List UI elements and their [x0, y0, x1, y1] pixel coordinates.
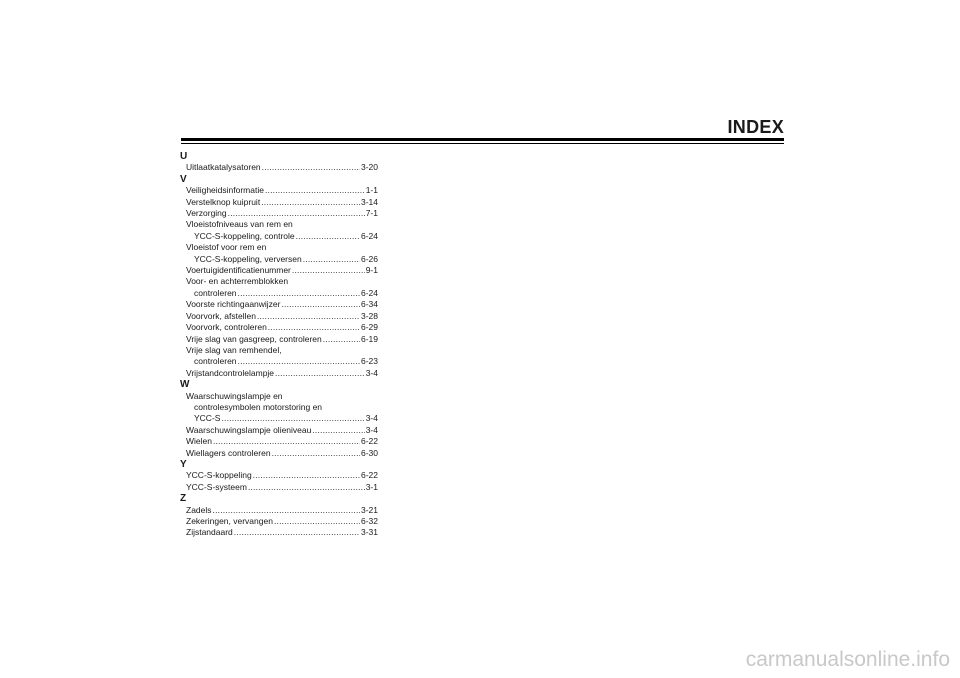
index-page-number: 7-1 [365, 208, 378, 219]
index-column [180, 151, 378, 539]
dot-leader [272, 448, 360, 459]
dot-leader [303, 254, 360, 265]
dot-leader [292, 265, 365, 276]
index-entry-line [186, 254, 378, 265]
index-entry-term: Vrije slag van gasgreep, controleren [186, 333, 322, 344]
dot-leader [262, 162, 360, 173]
index-entry-term: YCC-S-koppeling [186, 470, 252, 481]
index-page-number: 6-24 [360, 287, 378, 298]
index-entry-term: Wiellagers controleren [186, 447, 271, 458]
index-page-number: 3-21 [360, 504, 378, 515]
index-entry-line [186, 334, 378, 345]
index-entry [180, 185, 378, 196]
index-entry-term: YCC-S-koppeling, verversen [194, 253, 302, 264]
index-entry [180, 516, 378, 527]
index-entry [180, 334, 378, 345]
index-entry-term: Zadels [186, 504, 212, 515]
index-entry-text: Waarschuwingslampje en [186, 390, 283, 401]
index-entry-text: Vrije slag van remhendel, [186, 344, 282, 355]
index-entry-text: controlesymbolen motorstoring en [194, 401, 323, 412]
index-entry-line [186, 448, 378, 459]
dot-leader [261, 197, 360, 208]
index-entry-line [186, 425, 378, 436]
index-entry-line [186, 470, 378, 481]
index-entry [180, 219, 378, 242]
dot-leader [213, 505, 360, 516]
index-page-number: 6-32 [360, 516, 378, 526]
index-entry [180, 436, 378, 447]
dot-leader [296, 231, 360, 242]
dot-leader [228, 208, 365, 219]
index-entry-line [186, 208, 378, 219]
index-page-number: 6-24 [360, 230, 378, 241]
header-rule-thin [181, 143, 784, 144]
index-entry-term: Uitlaatkatalysatoren [186, 162, 261, 173]
dot-leader [282, 299, 360, 310]
index-entry-term: Zijstandaard [186, 527, 233, 538]
index-entry-line [186, 356, 378, 367]
index-entry-text: Vloeistofniveaus van rem en [186, 219, 293, 230]
index-page-number: 3-31 [360, 527, 378, 538]
index-page-number: 3-20 [360, 162, 378, 173]
index-entry-term: Waarschuwingslampje olieniveau [186, 424, 312, 435]
index-entry-term: controleren [194, 356, 237, 367]
index-entry-line [186, 322, 378, 333]
index-entry-term: Zekeringen, vervangen [186, 516, 273, 526]
index-entry-line [186, 265, 378, 276]
index-entry [180, 448, 378, 459]
index-entry [180, 242, 378, 265]
dot-leader [213, 436, 360, 447]
index-entry [180, 482, 378, 493]
index-entry-text: Vloeistof voor rem en [186, 242, 267, 253]
index-entry-term: Verzorging [186, 208, 227, 219]
dot-leader [323, 334, 360, 345]
index-entry-line [186, 311, 378, 322]
page-title: INDEX [727, 117, 784, 137]
header-rule [181, 138, 784, 141]
index-page-number: 3-14 [360, 196, 378, 207]
index-letter-heading: V [180, 173, 187, 185]
index-entry [180, 470, 378, 481]
dot-leader [274, 516, 360, 527]
index-page-number: 3-4 [365, 424, 378, 435]
index-entry [180, 311, 378, 322]
index-page-number: 6-26 [360, 253, 378, 264]
dot-leader [221, 413, 364, 424]
index-entry-term: Vrijstandcontrolelampje [186, 367, 275, 378]
index-entry [180, 265, 378, 276]
index-page-number: 3-1 [365, 481, 378, 492]
index-entry-term: YCC-S-systeem [186, 481, 247, 492]
index-entry-line [186, 482, 378, 493]
watermark: carmanualsonline.info [745, 648, 950, 671]
index-page-number: 6-34 [360, 299, 378, 310]
index-entry [180, 368, 378, 379]
dot-leader [238, 288, 360, 299]
index-entry [180, 322, 378, 333]
index-page-number: 6-30 [360, 447, 378, 458]
index-letter-heading: U [180, 151, 188, 162]
index-letter-heading: W [180, 379, 190, 391]
index-entry-line [186, 436, 378, 447]
index-entry-term: Voorvork, afstellen [186, 310, 256, 321]
index-entry-line [186, 516, 378, 527]
index-page-number: 3-4 [365, 413, 378, 424]
index-entry [180, 527, 378, 538]
dot-leader [265, 185, 365, 196]
index-page-number: 9-1 [365, 265, 378, 276]
index-page-number: 6-29 [360, 322, 378, 333]
index-entry-term: Veiligheidsinformatie [186, 185, 264, 196]
index-page-number: 1-1 [365, 185, 378, 196]
index-entry [180, 391, 378, 425]
index-entry-term: YCC-S [194, 413, 221, 424]
dot-leader [312, 425, 364, 436]
index-entry-line [186, 231, 378, 242]
index-entry-term: Voorste richtingaanwijzer [186, 299, 281, 310]
dot-leader [257, 311, 360, 322]
index-page-number: 6-19 [360, 333, 378, 344]
index-entry-line [186, 505, 378, 516]
index-page-number: 6-22 [360, 470, 378, 481]
dot-leader [248, 482, 365, 493]
index-entry-term: Verstelknop kuipruit [186, 196, 261, 207]
index-entry-term: YCC-S-koppeling, controle [194, 230, 295, 241]
index-entry [180, 345, 378, 368]
index-entry-text: Voor- en achterremblokken [186, 276, 289, 287]
index-page-number: 6-22 [360, 436, 378, 447]
index-entry [180, 197, 378, 208]
dot-leader [238, 356, 360, 367]
index-entry-line [186, 288, 378, 299]
index-entry-line [186, 162, 378, 173]
index-entry-line [186, 299, 378, 310]
index-page-number: 6-23 [360, 356, 378, 367]
dot-leader [253, 470, 360, 481]
index-page-number: 3-28 [360, 310, 378, 321]
index-entry-term: Voorvork, controleren [186, 322, 267, 333]
index-entry [180, 162, 378, 173]
index-entry-line [186, 527, 378, 538]
index-letter-heading: Y [180, 458, 187, 470]
index-entry [180, 276, 378, 299]
index-letter-heading: Z [180, 493, 187, 505]
index-entry-line [186, 368, 378, 379]
dot-leader [234, 527, 360, 538]
index-entry [180, 299, 378, 310]
index-entry [180, 505, 378, 516]
index-entry [180, 208, 378, 219]
dot-leader [268, 322, 360, 333]
index-entry-term: controleren [194, 287, 237, 298]
index-entry-term: Wielen [186, 436, 212, 447]
index-entry [180, 425, 378, 436]
index-entry-term: Voertuigidentificatienummer [186, 265, 291, 276]
dot-leader [275, 368, 365, 379]
index-page-number: 3-4 [365, 367, 378, 378]
index-entry-line [186, 413, 378, 424]
index-entry-line [186, 197, 378, 208]
index-entry-line [186, 185, 378, 196]
